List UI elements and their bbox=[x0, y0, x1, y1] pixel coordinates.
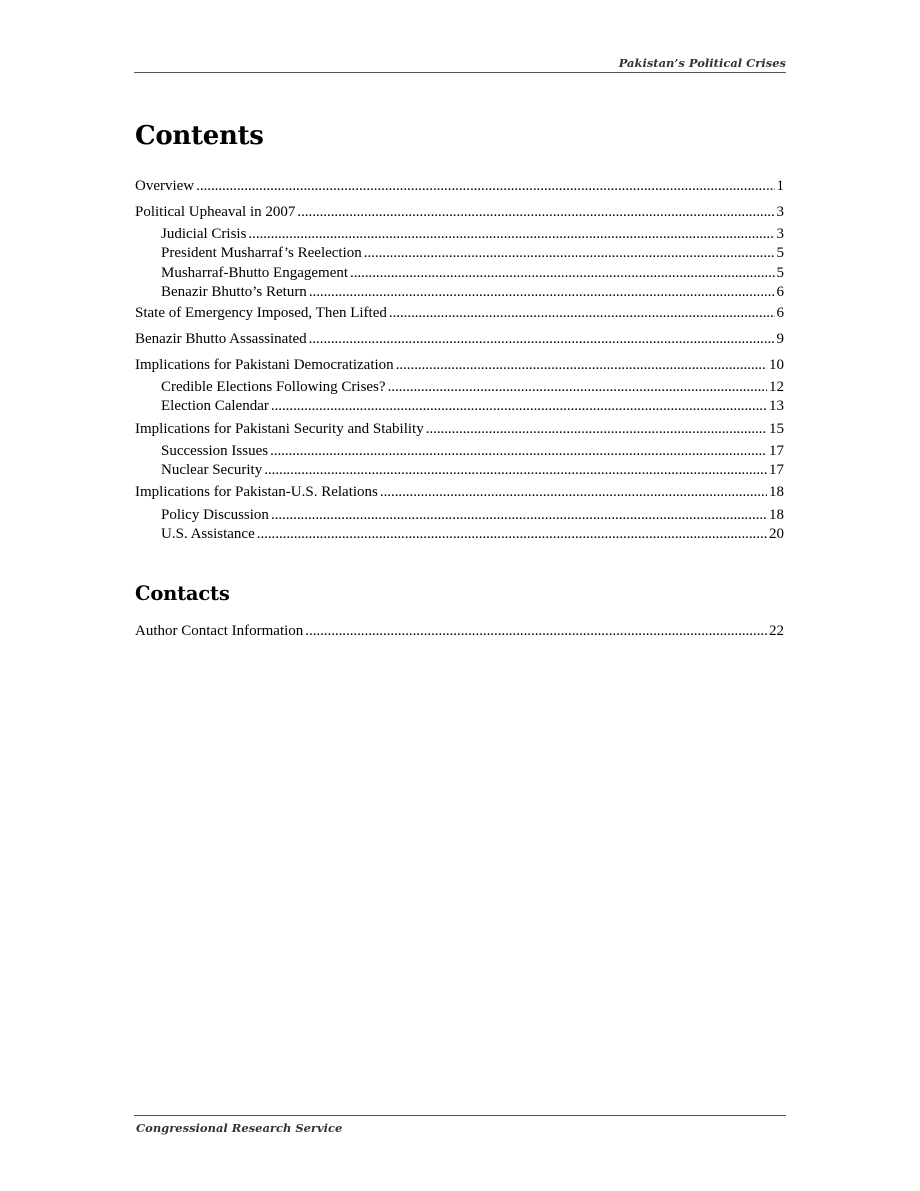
toc-page-number: 18 bbox=[769, 484, 784, 500]
toc-entry-political-upheaval[interactable] bbox=[135, 203, 784, 221]
dot-leader bbox=[270, 442, 767, 460]
dot-leader bbox=[196, 177, 774, 195]
toc-entry-label: Political Upheaval in 2007 bbox=[135, 204, 296, 220]
toc-entry-judicial-crisis[interactable] bbox=[161, 225, 784, 243]
toc-entry-musharraf-bhutto-engagement[interactable] bbox=[161, 264, 784, 282]
toc-page-number: 12 bbox=[769, 379, 784, 395]
page-header bbox=[134, 52, 786, 73]
toc-entry-policy-discussion[interactable] bbox=[161, 506, 784, 524]
toc-entry-label: Nuclear Security bbox=[161, 462, 263, 478]
toc-entry-election-calendar[interactable] bbox=[161, 397, 784, 415]
toc-page-number: 13 bbox=[769, 398, 784, 414]
dot-leader bbox=[264, 461, 767, 479]
toc-entry-credible-elections[interactable] bbox=[161, 378, 784, 396]
dot-leader bbox=[248, 225, 774, 243]
dot-leader bbox=[389, 304, 775, 322]
toc-entry-label: Implications for Pakistan-U.S. Relations bbox=[135, 484, 378, 500]
toc-page-number: 18 bbox=[769, 507, 784, 523]
toc-page-number: 6 bbox=[776, 284, 784, 300]
toc-page-number: 6 bbox=[776, 305, 784, 321]
toc-entry-nuclear-security[interactable] bbox=[161, 461, 784, 479]
dot-leader bbox=[257, 525, 767, 543]
toc-page-number: 22 bbox=[769, 623, 784, 639]
toc-entry-label: Benazir Bhutto’s Return bbox=[161, 284, 307, 300]
dot-leader bbox=[309, 283, 775, 301]
toc-entry-label: Author Contact Information bbox=[135, 623, 304, 639]
toc-entry-label: Implications for Pakistani Security and Stability bbox=[135, 421, 424, 437]
toc-entry-label: Judicial Crisis bbox=[161, 226, 247, 242]
dot-leader bbox=[426, 420, 767, 438]
toc-entry-us-assistance[interactable] bbox=[161, 525, 784, 543]
toc-page-number: 10 bbox=[769, 357, 784, 373]
toc-entry-musharraf-reelection[interactable] bbox=[161, 244, 784, 262]
running-header-title: Pakistan’s Political Crises bbox=[618, 56, 786, 70]
dot-leader bbox=[396, 356, 767, 374]
toc-entry-author-contact[interactable] bbox=[135, 622, 784, 640]
toc-page-number: 17 bbox=[769, 462, 784, 478]
toc-page-number: 1 bbox=[776, 178, 784, 194]
dot-leader bbox=[388, 378, 767, 396]
toc-page-number: 3 bbox=[776, 204, 784, 220]
toc-entry-label: Policy Discussion bbox=[161, 507, 269, 523]
toc-entry-succession-issues[interactable] bbox=[161, 442, 784, 460]
toc-entry-label: State of Emergency Imposed, Then Lifted bbox=[135, 305, 387, 321]
toc-page-number: 17 bbox=[769, 443, 784, 459]
contacts-heading: Contacts bbox=[135, 582, 230, 605]
dot-leader bbox=[271, 397, 767, 415]
toc-entry-label: President Musharraf’s Reelection bbox=[161, 245, 362, 261]
toc-entry-bhutto-return[interactable] bbox=[161, 283, 784, 301]
dot-leader bbox=[297, 203, 774, 221]
page-footer bbox=[134, 1115, 786, 1135]
toc-entry-label: Musharraf-Bhutto Engagement bbox=[161, 265, 349, 281]
toc-entry-state-of-emergency[interactable] bbox=[135, 304, 784, 322]
toc-entry-label: Succession Issues bbox=[161, 443, 269, 459]
toc-entry-bhutto-assassinated[interactable] bbox=[135, 330, 784, 348]
toc-page-number: 15 bbox=[769, 421, 784, 437]
toc-entry-us-relations[interactable] bbox=[135, 483, 784, 501]
toc-entry-label: Implications for Pakistani Democratization bbox=[135, 357, 394, 373]
toc-entry-democratization[interactable] bbox=[135, 356, 784, 374]
dot-leader bbox=[364, 244, 775, 262]
dot-leader bbox=[350, 264, 774, 282]
toc-entry-label: Benazir Bhutto Assassinated bbox=[135, 331, 307, 347]
toc-entry-label: Overview bbox=[135, 178, 195, 194]
toc-entry-label: Election Calendar bbox=[161, 398, 269, 414]
toc-page-number: 5 bbox=[776, 265, 784, 281]
dot-leader bbox=[309, 330, 775, 348]
toc-page-number: 3 bbox=[776, 226, 784, 242]
toc-page-number: 9 bbox=[776, 331, 784, 347]
running-footer-text: Congressional Research Service bbox=[136, 1121, 343, 1135]
toc-page-number: 20 bbox=[769, 526, 784, 542]
toc-entry-label: U.S. Assistance bbox=[161, 526, 255, 542]
dot-leader bbox=[380, 483, 767, 501]
dot-leader bbox=[305, 622, 767, 640]
toc-entry-overview[interactable] bbox=[135, 177, 784, 195]
toc-page-number: 5 bbox=[776, 245, 784, 261]
contents-heading: Contents bbox=[135, 121, 264, 151]
toc-entry-security-stability[interactable] bbox=[135, 420, 784, 438]
dot-leader bbox=[271, 506, 767, 524]
toc-entry-label: Credible Elections Following Crises? bbox=[161, 379, 386, 395]
